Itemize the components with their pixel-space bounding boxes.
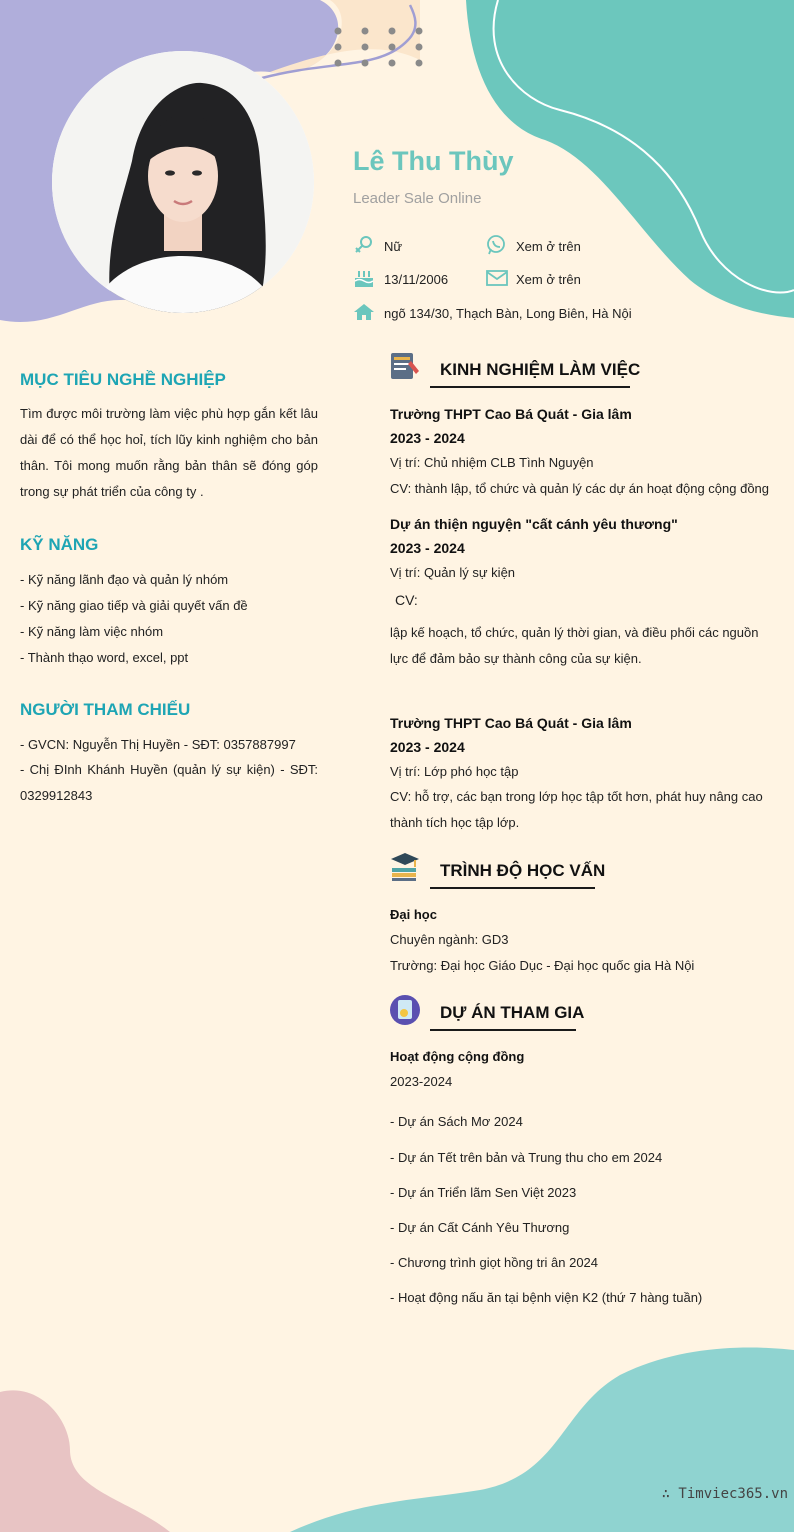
- candidate-name: Lê Thu Thùy: [353, 146, 514, 176]
- project-item: - Dự án Cất Cánh Yêu Thương: [390, 1220, 570, 1235]
- gender-value: Nữ: [384, 239, 403, 254]
- projects-icon: [389, 994, 421, 1026]
- education-major: Chuyên ngành: GD3: [390, 932, 509, 947]
- education-icon: [389, 851, 421, 883]
- brand-watermark: [662, 1486, 788, 1502]
- job-title: Leader Sale Online: [353, 190, 482, 207]
- experience-underline: [430, 386, 630, 388]
- job-organization: Trường THPT Cao Bá Quát - Gia lâm: [390, 715, 632, 731]
- home-icon: [353, 301, 375, 323]
- project-item: - Dự án Tết trên bản và Trung thu cho em 2024: [390, 1150, 663, 1165]
- skill-item: - Thành thạo word, excel, ppt: [20, 650, 189, 665]
- job-position: Vị trí: Lớp phó học tập: [390, 764, 519, 779]
- job-period: 2023 - 2024: [390, 540, 465, 556]
- experience-icon: [389, 351, 421, 381]
- experience-title: KINH NGHIỆM LÀM VIỆC: [440, 360, 641, 379]
- job-description: CV: thành lập, tổ chức và quản lý các dự án hoạt động cộng đồng: [390, 481, 770, 496]
- job-organization: Dự án thiện nguyện "cất cánh yêu thương": [390, 516, 678, 532]
- objective-text: Tìm được môi trường làm việc phù hợp gắn kết lâu dài để có thể học hoỉ, tích lũy kinh nghiệm cho bản thân. Tôi mong muốn rằng bản thân sẽ đóng góp trong sự phát triển của công ty .: [20, 406, 318, 499]
- project-item: - Chương trình giọt hồng tri ân 2024: [390, 1255, 599, 1270]
- whatsapp-icon: [485, 234, 507, 256]
- job-period: 2023 - 2024: [390, 739, 465, 755]
- brand-text: Timviec365.vn: [678, 1486, 788, 1502]
- birthday-value: 13/11/2006: [384, 272, 449, 287]
- skill-item: - Kỹ năng lãnh đạo và quản lý nhóm: [20, 572, 229, 587]
- birthday-cake-icon: [353, 267, 375, 289]
- project-period: 2023-2024: [390, 1074, 453, 1089]
- project-name: Hoạt động cộng đồng: [390, 1049, 525, 1064]
- job-cv-label: CV:: [395, 592, 418, 608]
- job-period: 2023 - 2024: [390, 430, 465, 446]
- email-value: Xem ở trên: [516, 272, 581, 287]
- project-item: - Dự án Sách Mơ 2024: [390, 1114, 523, 1129]
- education-degree: Đại học: [390, 907, 437, 922]
- objective-title: MỤC TIÊU NGHỀ NGHIỆP: [20, 370, 226, 389]
- phone-value: Xem ở trên: [516, 239, 581, 254]
- projects-title: DỰ ÁN THAM GIA: [440, 1003, 585, 1022]
- dots-icon: ∴: [661, 1486, 679, 1502]
- profile-photo: [52, 51, 314, 313]
- reference-item: - Chị ĐInh Khánh Huyền (quản lý sự kiện) - SĐT: 0329912843: [20, 762, 318, 803]
- skills-title: KỸ NĂNG: [20, 535, 99, 554]
- job-organization: Trường THPT Cao Bá Quát - Gia lâm: [390, 406, 632, 422]
- job-description: lập kế hoạch, tổ chức, quản lý thời gian, và điều phối các nguồn lực để đảm bảo sự thành công của sự kiện.: [390, 625, 759, 666]
- job-description: CV: hỗ trợ, các bạn trong lớp học tập tốt hơn, phát huy nâng cao thành tích học tập lớp.: [390, 789, 763, 830]
- gender-icon: [353, 234, 375, 256]
- project-item: - Hoạt động nấu ăn tại bệnh viện K2 (thứ 7 hàng tuần): [390, 1290, 703, 1305]
- education-title: TRÌNH ĐỘ HỌC VẤN: [440, 861, 606, 880]
- skill-item: - Kỹ năng làm việc nhóm: [20, 624, 164, 639]
- portrait-illustration: [52, 51, 314, 313]
- education-underline: [430, 887, 595, 889]
- job-position: Vị trí: Quản lý sự kiện: [390, 565, 516, 580]
- project-item: - Dự án Triển lãm Sen Việt 2023: [390, 1185, 577, 1200]
- skill-item: - Kỹ năng giao tiếp và giải quyết vấn đề: [20, 598, 248, 613]
- references-title: NGƯỜI THAM CHIẾU: [20, 700, 191, 719]
- job-position: Vị trí: Chủ nhiệm CLB Tình Nguyện: [390, 455, 594, 470]
- address-value: ngõ 134/30, Thạch Bàn, Long Biên, Hà Nội: [384, 306, 632, 321]
- education-school: Trường: Đại học Giáo Dục - Đại học quốc gia Hà Nội: [390, 958, 695, 973]
- projects-underline: [430, 1029, 576, 1031]
- email-icon: [485, 267, 509, 289]
- reference-item: - GVCN: Nguyễn Thị Huyền - SĐT: 0357887997: [20, 737, 296, 752]
